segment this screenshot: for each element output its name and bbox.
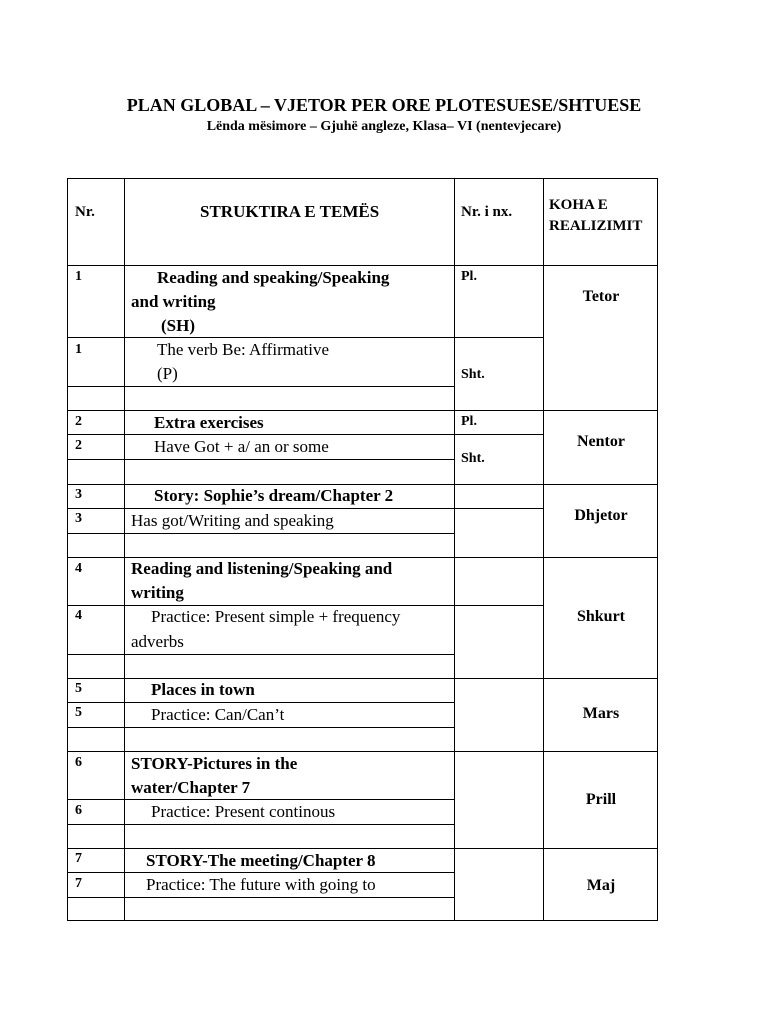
header-nx: Nr. i nx. [461, 204, 513, 220]
row-topic: (P) [157, 364, 178, 383]
row-topic: The verb Be: Affirmative [157, 340, 329, 359]
row-divider [68, 533, 454, 534]
col-divider [124, 179, 125, 920]
header-time-line2: REALIZIMIT [549, 218, 643, 234]
page-subtitle: Lënda mësimore – Gjuhë angleze, Klasa– VI (nentevjecare) [206, 119, 562, 134]
header-nr: Nr. [75, 204, 95, 220]
row-divider [68, 654, 454, 655]
page-title: PLAN GLOBAL – VJETOR PER ORE PLOTESUESE/SHTUESE [126, 95, 642, 115]
month-cell: Nentor [577, 433, 625, 450]
row-topic: Practice: The future with going to [146, 875, 376, 894]
row-topic: Practice: Present simple + frequency [151, 607, 401, 626]
row-topic: and writing [131, 292, 216, 311]
row-nr: 6 [75, 803, 82, 818]
row-nr: 1 [75, 342, 82, 357]
row-topic: water/Chapter 7 [131, 778, 251, 797]
row-topic: Story: Sophie’s dream/Chapter 2 [154, 486, 394, 505]
row-nr: 3 [75, 487, 82, 502]
row-topic: Has got/Writing and speaking [131, 511, 334, 530]
row-nr: 4 [75, 608, 82, 623]
col-divider [454, 179, 455, 920]
row-topic: writing [131, 583, 184, 602]
row-topic: (SH) [161, 316, 195, 335]
month-cell: Tetor [582, 288, 620, 305]
row-nx: Sht. [461, 367, 485, 382]
row-nr: 1 [75, 269, 82, 284]
header-topic: STRUKTIRA E TEMËS [200, 202, 380, 221]
row-nr: 5 [75, 705, 82, 720]
month-cell: Shkurt [576, 608, 626, 625]
row-divider [68, 459, 454, 460]
header-time-line1: KOHA E [549, 197, 608, 213]
row-topic: Places in town [151, 680, 255, 699]
row-nr: 2 [75, 438, 82, 453]
row-divider [68, 386, 454, 387]
row-divider [68, 727, 454, 728]
plan-table [67, 178, 658, 921]
row-topic: STORY-The meeting/Chapter 8 [146, 851, 376, 870]
month-cell: Mars [582, 705, 620, 722]
month-cell: Dhjetor [574, 507, 628, 524]
row-topic: STORY-Pictures in the [131, 754, 298, 773]
row-nr: 7 [75, 851, 82, 866]
row-nr: 4 [75, 561, 82, 576]
row-nx: Pl. [461, 269, 477, 284]
row-nr: 3 [75, 511, 82, 526]
row-nr: 7 [75, 876, 82, 891]
row-nr: 6 [75, 755, 82, 770]
row-topic: Extra exercises [154, 413, 264, 432]
row-topic: Practice: Present continous [151, 802, 336, 821]
row-divider [68, 824, 454, 825]
row-nx: Sht. [461, 451, 485, 466]
row-nx: Pl. [461, 414, 477, 429]
row-topic: Have Got + a/ an or some [154, 437, 329, 456]
row-topic: adverbs [131, 632, 184, 651]
row-topic: Reading and speaking/Speaking [157, 268, 390, 287]
row-topic: Reading and listening/Speaking and [131, 559, 393, 578]
row-nr: 5 [75, 681, 82, 696]
row-topic: Practice: Can/Can’t [151, 705, 285, 724]
month-cell: Prill [585, 791, 617, 808]
row-divider [68, 897, 454, 898]
month-cell: Maj [586, 877, 616, 894]
row-nr: 2 [75, 414, 82, 429]
